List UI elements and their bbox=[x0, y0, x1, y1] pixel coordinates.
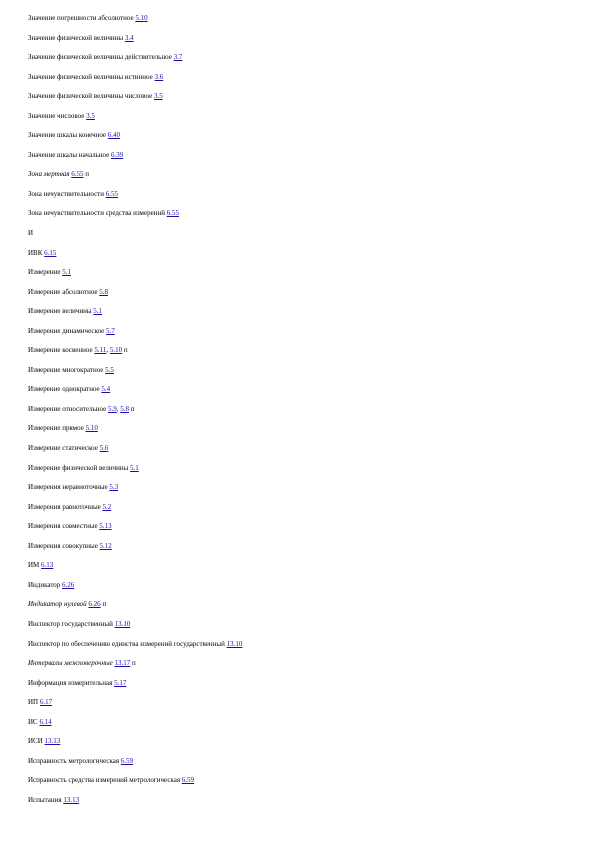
index-entry bbox=[28, 679, 575, 688]
note-marker: п bbox=[130, 404, 135, 413]
index-term: Индикатор нулевой bbox=[28, 600, 87, 609]
section-reference-link[interactable]: 13.10 bbox=[226, 639, 243, 648]
section-reference-link[interactable]: 5.10 bbox=[85, 424, 98, 433]
index-term: ИС bbox=[28, 717, 38, 726]
index-entry bbox=[28, 503, 575, 512]
section-reference-link[interactable]: 5.1 bbox=[130, 463, 139, 472]
index-entry bbox=[28, 718, 575, 727]
section-reference-link[interactable]: 6.17 bbox=[39, 698, 53, 707]
index-entry bbox=[28, 640, 575, 649]
index-term: ИВК bbox=[28, 248, 43, 257]
index-term: Информация измерительная bbox=[28, 678, 113, 687]
index-entry bbox=[28, 327, 575, 336]
index-term: Значение погрешности абсолютное bbox=[28, 14, 134, 22]
section-reference-link[interactable]: 5.3 bbox=[109, 483, 119, 492]
section-reference-link[interactable]: 6.55 bbox=[105, 189, 118, 198]
index-term: Измерение прямое bbox=[28, 424, 84, 433]
index-term: Измерение величины bbox=[28, 307, 92, 316]
index-entry bbox=[28, 209, 575, 218]
index-term: Значение физической величины bbox=[28, 33, 124, 42]
index-term: Исправность средства измерений метрологическая bbox=[28, 776, 181, 785]
section-reference-link[interactable]: 5.1 bbox=[62, 268, 71, 277]
index-entry bbox=[28, 229, 575, 238]
section-reference-link[interactable]: 5.4 bbox=[101, 385, 111, 394]
section-reference-link[interactable]: 6.59 bbox=[181, 776, 195, 785]
section-reference-link[interactable]: 3.5 bbox=[86, 111, 95, 120]
index-term: Значение физической величины истинное bbox=[28, 72, 153, 81]
index-entry bbox=[28, 581, 575, 590]
section-reference-link[interactable]: 5.6 bbox=[99, 444, 109, 453]
section-reference-link[interactable]: 5.17 bbox=[114, 678, 127, 687]
index-entry bbox=[28, 757, 575, 766]
section-reference-link[interactable]: 6.26 bbox=[88, 600, 101, 609]
section-reference-link[interactable]: 6.14 bbox=[39, 717, 52, 726]
glossary-index-page bbox=[28, 14, 575, 815]
section-reference-link[interactable]: 5.2 bbox=[102, 502, 112, 511]
index-entry bbox=[28, 620, 575, 629]
section-reference-link[interactable]: 5.11 bbox=[94, 346, 107, 355]
index-term: Испытания bbox=[28, 795, 62, 804]
note-marker: п bbox=[123, 346, 128, 355]
section-reference-link[interactable]: 5.7 bbox=[105, 326, 115, 335]
section-reference-link[interactable]: 13.17 bbox=[114, 659, 131, 668]
index-entry bbox=[28, 366, 575, 375]
section-reference-link[interactable]: 6.39 bbox=[111, 150, 124, 159]
index-entry bbox=[28, 483, 575, 492]
section-reference-link[interactable]: 13.13 bbox=[44, 737, 61, 746]
index-term: ИМ bbox=[28, 561, 40, 570]
index-term: Значение физической величины числовое bbox=[28, 92, 153, 101]
section-reference-link[interactable]: 5.9 bbox=[108, 404, 117, 413]
index-entry: Измерение косвенное 5.11, 5.10 п bbox=[28, 346, 128, 355]
section-reference-link[interactable]: 5.12 bbox=[99, 541, 112, 550]
index-term: Зона нечувствительности bbox=[28, 189, 104, 198]
index-entry bbox=[28, 776, 575, 785]
index-term: Инспектор государственный bbox=[28, 619, 113, 628]
section-reference-link[interactable]: 6.26 bbox=[62, 580, 75, 589]
index-entry bbox=[28, 307, 575, 316]
index-term: Измерения равноточные bbox=[28, 502, 101, 511]
index-term: Измерение относительное bbox=[28, 404, 107, 413]
section-reference-link[interactable]: 5.1 bbox=[93, 307, 103, 316]
index-term: Зона мертвая bbox=[28, 170, 70, 179]
index-term: Измерение физической величины bbox=[28, 463, 129, 472]
section-reference-link[interactable]: 6.40 bbox=[107, 131, 121, 140]
section-reference-link[interactable]: 6.59 bbox=[120, 756, 134, 765]
index-entry bbox=[28, 73, 575, 82]
index-entry: Измерение относительное 5.9, 5.8 п bbox=[28, 404, 135, 413]
index-entry bbox=[28, 170, 575, 179]
index-term: Значение шкалы начальное bbox=[28, 150, 110, 159]
index-term: Индикатор bbox=[28, 580, 61, 589]
section-reference-link[interactable]: 3.5 bbox=[153, 92, 163, 101]
index-term: Измерение статическое bbox=[28, 444, 98, 453]
index-term: Измерение bbox=[28, 268, 61, 277]
index-entry bbox=[28, 385, 575, 394]
index-term: ИП bbox=[28, 698, 39, 707]
index-entry bbox=[28, 737, 575, 746]
index-term: Измерения совместные bbox=[28, 522, 98, 531]
section-reference-link[interactable]: 5.10 bbox=[109, 346, 123, 355]
index-entry bbox=[28, 14, 575, 23]
section-reference-link[interactable]: 13.10 bbox=[114, 619, 131, 628]
index-entry bbox=[28, 53, 575, 62]
section-reference-link[interactable]: 5.8 bbox=[99, 287, 109, 296]
index-term: Измерение многократное bbox=[28, 365, 104, 374]
index-term: Измерения совокупные bbox=[28, 541, 98, 550]
section-reference-link[interactable]: 3.4 bbox=[124, 33, 134, 42]
section-reference-link[interactable]: 5.13 bbox=[99, 522, 112, 531]
index-entry bbox=[28, 542, 575, 551]
section-reference-link[interactable]: 5.8 bbox=[120, 404, 129, 413]
index-entry bbox=[28, 34, 575, 43]
section-reference-link[interactable]: 13.13 bbox=[63, 795, 80, 804]
index-entry bbox=[28, 131, 575, 140]
section-reference-link[interactable]: 3.7 bbox=[173, 53, 183, 62]
section-reference-link[interactable]: 6.55 bbox=[166, 209, 179, 218]
index-term: Инспектор по обеспечению единства измерений государственный bbox=[28, 639, 225, 648]
index-entry bbox=[28, 600, 575, 609]
index-entry bbox=[28, 444, 575, 453]
index-entry bbox=[28, 659, 575, 668]
index-term: Значение числовое bbox=[28, 111, 85, 120]
index-entry bbox=[28, 796, 575, 805]
index-entry bbox=[28, 288, 575, 297]
note-marker: п bbox=[102, 600, 107, 609]
index-entry bbox=[28, 698, 575, 707]
index-entry bbox=[28, 424, 575, 433]
index-term: Измерения неравноточные bbox=[28, 483, 108, 492]
index-term: Измерение динамическое bbox=[28, 326, 105, 335]
note-marker: п bbox=[132, 659, 136, 668]
section-reference-link[interactable]: 6.13 bbox=[41, 561, 54, 570]
index-term: Исправность метрологическая bbox=[28, 756, 120, 765]
note-marker: п bbox=[85, 170, 89, 179]
index-entry bbox=[28, 268, 575, 277]
index-entry bbox=[28, 112, 575, 121]
index-entry bbox=[28, 522, 575, 531]
index-term: Интервалы межповерочные bbox=[28, 659, 113, 668]
index-entry bbox=[28, 249, 575, 258]
section-reference-link[interactable]: 5.10 bbox=[135, 14, 148, 22]
index-term: И bbox=[28, 229, 34, 238]
index-term: Значение физической величины действительное bbox=[28, 53, 172, 62]
section-reference-link[interactable]: 5.5 bbox=[105, 365, 114, 374]
index-term: Измерение однократное bbox=[28, 385, 100, 394]
section-reference-link[interactable]: 6.15 bbox=[44, 248, 57, 257]
section-reference-link[interactable]: 3.6 bbox=[154, 72, 164, 81]
index-entry bbox=[28, 190, 575, 199]
index-term: Измерение косвенное bbox=[28, 346, 93, 355]
index-term: Зона нечувствительности средства измерений bbox=[28, 209, 165, 218]
index-entry bbox=[28, 561, 575, 570]
section-reference-link[interactable]: 6.55 bbox=[71, 170, 84, 179]
index-entry bbox=[28, 151, 575, 160]
index-term: ИСИ bbox=[28, 737, 43, 746]
index-term: Измерение абсолютное bbox=[28, 287, 98, 296]
index-entry bbox=[28, 92, 575, 101]
index-entry bbox=[28, 464, 575, 473]
index-term: Значение шкалы конечное bbox=[28, 131, 107, 140]
